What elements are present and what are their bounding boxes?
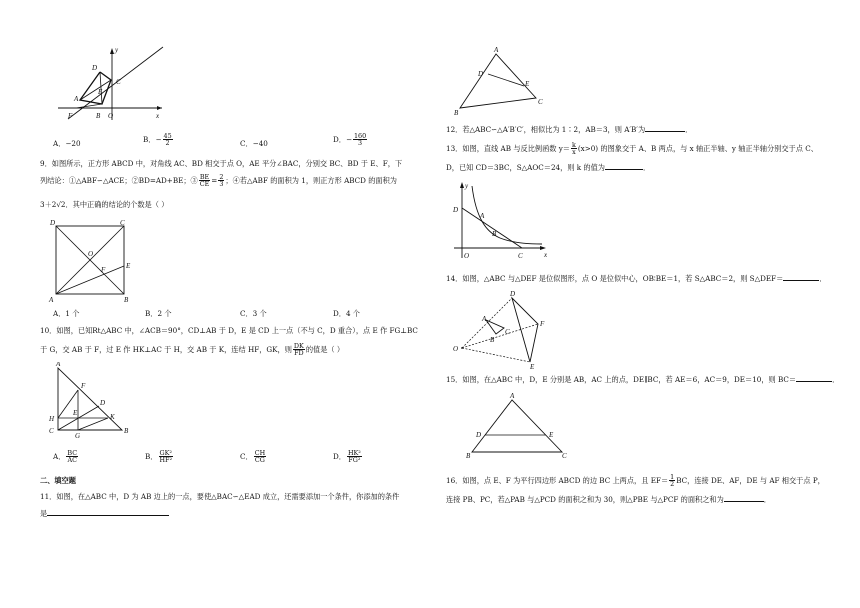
q10-option-b-fraction [158, 450, 173, 464]
q13-figure [450, 178, 550, 260]
q10-figure [46, 362, 136, 442]
q10-label-a: A [56, 362, 61, 368]
q8-label-c: C [116, 78, 121, 86]
q16-line1-a: 16．如图，点 E、F 为平行四边形 ABCD 的边 BC 上两点，且 EF＝ [446, 475, 669, 485]
q15-label-b: B [466, 452, 471, 458]
q13-line1 [446, 142, 818, 156]
q10-label-e: E [73, 409, 78, 417]
q14-text [446, 275, 827, 282]
q9-label-a: A [49, 296, 54, 304]
q9-label-f: F [101, 266, 106, 274]
q9-option-b: B．2 个 [145, 309, 172, 318]
q10-option-d [333, 450, 363, 464]
q8-option-b-fraction [163, 133, 173, 147]
q8-option-a: A．−20 [53, 139, 81, 148]
q10-frac-den: FD [294, 349, 304, 358]
q15-text-a: 15．如图，在△ABC 中，D，E 分别是 AB，AC 上的点，DE∥BC，若 AE＝6，AC＝9，DE＝10，则 BC＝ [446, 375, 797, 384]
q9-line2-a: 列结论：①△ABF∽△ACE；②BD=AD+BE；③ [40, 175, 198, 185]
q10-label-k: K [110, 413, 115, 421]
q13-label-x: x [544, 251, 548, 259]
q13-answer-blank[interactable] [605, 169, 643, 170]
q14-text-a: 14．如图，△ABC 与△DEF 是位似图形，点 O 是位似中心，OB∶BE＝1，若 S△ABC＝2，则 S△DEF＝ [446, 274, 784, 283]
q8-label-b: B [96, 112, 101, 120]
q11-line2 [40, 510, 169, 517]
q13-line2-b: ． [642, 163, 651, 172]
q8-option-b-prefix: B． [143, 134, 156, 144]
q13-label-d: D [453, 206, 459, 214]
q9-option-c: C．3 个 [240, 309, 267, 318]
q9-value-fraction [218, 174, 224, 188]
q8-option-d-den: 3 [358, 139, 363, 148]
q10-option-a-fraction [66, 450, 78, 464]
q16-line2-a: 连接 PB、PC，若△PAB 与△PCD 的面积之和为 30，则△PBE 与△PCF 的面积之和为 [446, 495, 724, 504]
q10-option-a-num: BC [67, 449, 78, 457]
q9-label-o: O [88, 250, 94, 258]
section-fill-in-heading: 二、填空题 [40, 476, 76, 485]
q9-option-d: D．4 个 [333, 309, 360, 318]
q15-label-d: D [476, 431, 482, 439]
q13-k-over-x [571, 142, 577, 156]
q9-ratio-num: BE [199, 173, 210, 181]
q10-option-c-fraction [254, 450, 266, 464]
q14-label-a: A [482, 315, 487, 323]
q8-option-b [143, 133, 174, 147]
q13-label-o: O [464, 252, 470, 260]
q8-option-c: C．−40 [240, 139, 268, 148]
q16-line1-b: BC，连接 DE、AF，DE 与 AF 相交于点 P， [676, 475, 825, 485]
q9-line3: 3＋2√2．其中正确的结论的个数是（ ） [40, 200, 169, 209]
q10-option-a-den: AC [67, 456, 77, 465]
q8-label-a: A [74, 95, 79, 103]
q10-line2 [40, 343, 344, 357]
q10-label-d: D [100, 399, 106, 407]
q9-eq: = [211, 175, 218, 185]
q10-option-a-prefix: A． [53, 451, 66, 461]
q11-line1: 11．如图，在△ABC 中，D 为 AB 边上的一点，要使△BAC∽△EAD 成立，还需要添加一个条件，你添加的条件 [40, 492, 400, 501]
q8-option-d-fraction [353, 133, 367, 147]
q10-option-c-prefix: C． [240, 451, 253, 461]
q15-text-b: ． [832, 375, 840, 384]
q11-line2-text: 是 [40, 509, 48, 518]
q10-option-d-fraction [347, 450, 362, 464]
q14-label-o: O [453, 345, 459, 353]
q10-option-b-num: GK² [159, 449, 172, 457]
q12-text [446, 126, 692, 133]
q10-line2-b: 的值是（ ） [305, 344, 345, 354]
q13-k: k [571, 141, 576, 149]
q8-label-y: y [115, 46, 119, 54]
q10-option-a [53, 450, 79, 464]
q16-frac-den: 2 [670, 480, 675, 489]
q9-line2-b: ；④若△ABF 的面积为 1，则正方形 ABCD 的面积为 [225, 175, 397, 185]
q10-option-c-den: CG [254, 456, 265, 465]
q8-option-d-prefix: D． [333, 134, 346, 144]
q13-label-y: y [465, 182, 469, 190]
q8-option-d [333, 133, 368, 147]
q10-option-b [145, 450, 174, 464]
q11-answer-blank[interactable] [47, 515, 169, 516]
q10-line1: 10．如图，已知Rt△ABC 中，∠ACB＝90°，CD⊥AB 于 D，E 是 CD 上一点（不与 C，D 重合），点 E 作 FG⊥BC [40, 326, 418, 335]
q9-label-d: D [50, 219, 56, 227]
q14-figure [450, 288, 560, 370]
q9-value-num: 2 [219, 173, 224, 181]
q15-label-a: A [510, 392, 515, 400]
q14-label-c: C [505, 328, 510, 336]
q13-line2 [446, 164, 650, 171]
q15-answer-blank[interactable] [796, 381, 832, 382]
q8-figure [58, 44, 168, 122]
q10-option-c-num: CH [254, 449, 266, 457]
q12-answer-blank[interactable] [645, 131, 685, 132]
q14-answer-blank[interactable] [783, 280, 819, 281]
q9-label-e: E [126, 262, 131, 270]
q10-label-b: B [124, 427, 129, 435]
q11-label-b: B [454, 109, 459, 116]
q8-option-b-den: 2 [165, 139, 170, 148]
q14-label-f: F [540, 320, 545, 328]
q10-option-d-den: FG² [348, 456, 361, 465]
q11-label-d: D [478, 70, 484, 78]
q16-line2 [446, 496, 771, 503]
q10-label-g: G [75, 432, 81, 440]
q16-frac-num: 1 [670, 473, 675, 481]
q10-line2-a: 于 G，交 AB 于 F，过 E 作 HK⊥AC 于 H，交 AB 于 K，连结 HF，GK，则 [40, 344, 292, 354]
q9-label-c: C [120, 219, 125, 227]
q16-line2-b: ． [763, 495, 771, 504]
q10-option-b-den: HF² [159, 456, 173, 465]
q8-option-d-sign: − [345, 134, 352, 144]
q10-option-d-prefix: D． [333, 451, 346, 461]
q8-label-f: F [68, 112, 73, 120]
q13-label-c: C [518, 252, 523, 260]
q11-label-c: C [538, 98, 543, 106]
q10-label-f: F [81, 382, 86, 390]
q12-text-b: ． [685, 125, 693, 134]
q15-text [446, 376, 839, 383]
q10-label-c: C [49, 427, 54, 435]
q11-label-a: A [494, 46, 499, 54]
q8-label-e: E [98, 88, 103, 96]
q13-line2-a: D，已知 CD＝3BC，S△AOC＝24，则 k 的值为 [446, 163, 605, 172]
q8-option-b-sign: − [155, 134, 162, 144]
q10-option-c [240, 450, 267, 464]
q16-line1 [446, 474, 825, 488]
q16-answer-blank[interactable] [724, 501, 764, 502]
q10-label-h: H [49, 415, 55, 423]
q14-label-b: B [490, 336, 495, 344]
q10-option-b-prefix: B． [145, 451, 158, 461]
q8-option-d-num: 160 [353, 132, 367, 140]
q15-label-c: C [562, 452, 567, 458]
q9-figure [46, 216, 138, 306]
q8-label-o: O [108, 112, 114, 120]
q13-line1-a: 13．如图，直线 AB 与反比例函数 y＝ [446, 143, 570, 153]
q9-ratio-fraction [199, 174, 211, 188]
q9-line1: 9．如图所示，正方形 ABCD 中，对角线 AC、BD 相交于点 O，AE 平分∠BAC，分别交 BC、BD 于 E、F，下 [40, 159, 403, 168]
q13-x: x [572, 148, 576, 157]
q8-label-d: D [92, 64, 98, 72]
q8-option-b-num: 45 [163, 132, 172, 140]
q11-figure [450, 44, 550, 116]
q15-figure [460, 392, 580, 458]
q12-text-a: 12．若△ABC∽△A′B′C′，相似比为 1∶2，AB＝3，则 A′B′为 [446, 125, 646, 134]
q13-label-a: A [480, 212, 485, 220]
q13-label-b: B [492, 230, 497, 238]
q10-fraction [293, 343, 305, 357]
q13-line1-b: (x>0) 的图象交于 A、B 两点，与 x 轴正半轴、y 轴正半轴分别交于点 C、 [577, 143, 818, 153]
q14-text-b: ． [819, 274, 827, 283]
q14-label-e: E [530, 363, 535, 370]
q14-label-d: D [510, 290, 516, 298]
q8-label-x: x [156, 112, 160, 120]
q16-fraction [669, 474, 675, 488]
q15-label-e: E [549, 431, 554, 439]
q10-frac-num: DK [293, 342, 304, 350]
q10-option-d-num: HK² [347, 449, 361, 457]
q9-value-den: 3 [219, 180, 224, 189]
q9-label-b: B [124, 296, 129, 304]
q9-option-a: A．1 个 [53, 309, 80, 318]
q9-ratio-den: CE [199, 180, 210, 189]
q11-label-e: E [525, 80, 530, 88]
q9-line2 [40, 174, 397, 188]
